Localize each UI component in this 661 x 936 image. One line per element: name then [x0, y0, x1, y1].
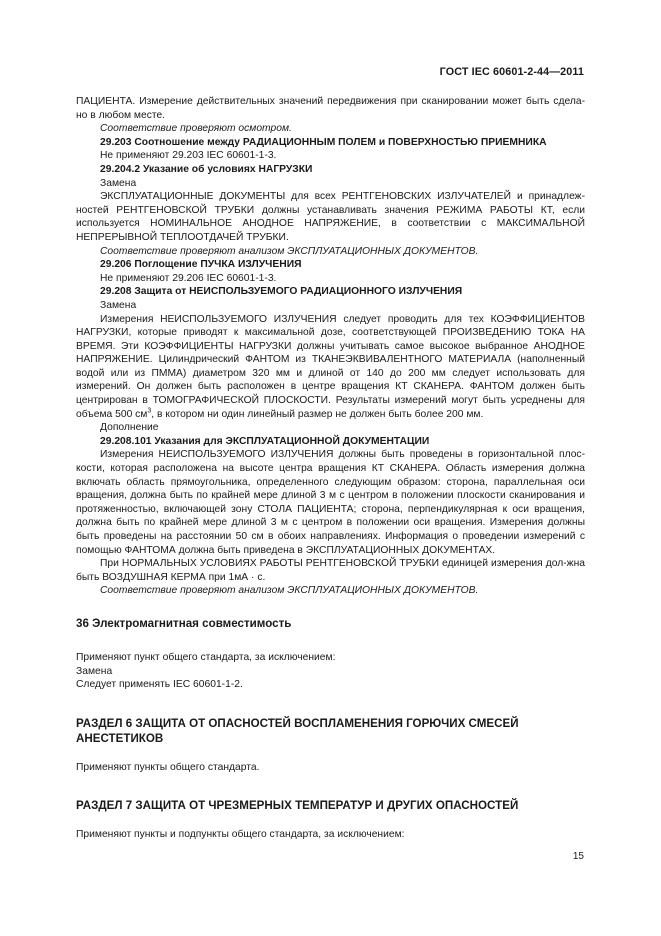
part-heading-6: РАЗДЕЛ 6 ЗАЩИТА ОТ ОПАСНОСТЕЙ ВОСПЛАМЕНЕНИЯ ГОРЮЧИХ СМЕСЕЙ АНЕСТЕТИКОВ: [76, 716, 519, 746]
paragraph: Следует применять IEC 60601-1-2.: [76, 679, 243, 691]
text-run: Измерения НЕИСПОЛЬЗУЕМОГО ИЗЛУЧЕНИЯ следует проводить для тех КОЭФФИЦИЕНТОВ НАГРУЗКИ, которые приводят к максимальной дозе, соответствующей ПРОИЗВЕДЕНИЮ ТОКА НА ВРЕМЯ. Эти КОЭФФИЦИЕНТЫ НАГРУЗКИ должны учитывать самое высокое выбранное АНОДНОЕ НАПРЯЖЕНИЕ. Цилиндрический ФАНТОМ из ТКАНЕЭКВИВАЛЕНТНОГО МАТЕРИАЛА (наполненный водой или из ПММА) диаметром 320 мм и длиной от 140 до 200 мм следует использовать для измерений. Он должен быть расположен в центре вращения КТ СКАНЕРА. ФАНТОМ должен быть центрирован в ТОМОГРАФИЧЕСКОЙ ПЛОСКОСТИ. Результаты измерений могут быть усреднены для объема 500 см: [76, 313, 585, 420]
clause-heading-29-208: 29.208 Защита от НЕИСПОЛЬЗУЕМОГО РАДИАЦИОННОГО ИЗЛУЧЕНИЯ: [100, 286, 463, 298]
part-heading-7: РАЗДЕЛ 7 ЗАЩИТА ОТ ЧРЕЗМЕРНЫХ ТЕМПЕРАТУР И ДРУГИХ ОПАСНОСТЕЙ: [76, 799, 519, 813]
standard-code-header: ГОСТ IEC 60601-2-44—2011: [439, 66, 584, 78]
clause-heading-29-204-2: 29.204.2 Указание об условиях НАГРУЗКИ: [100, 163, 313, 175]
spacer: [76, 814, 585, 828]
addition-label: Дополнение: [100, 422, 159, 434]
amendment-label: Замена: [100, 299, 137, 311]
spacer: [76, 747, 585, 761]
paragraph: Не применяют 29.206 IEC 60601-1-3.: [100, 272, 277, 284]
superscript: 3: [147, 407, 152, 415]
paragraph: При НОРМАЛЬНЫХ УСЛОВИЯХ РАБОТЫ РЕНТГЕНОВСКОЙ ТРУБКИ единицей измерения дол-жна быть ВОЗДУШНАЯ КЕРМА при 1мА · с.: [76, 558, 585, 583]
amendment-label: Замена: [100, 177, 137, 189]
amendment-label: Замена: [76, 665, 113, 677]
clause-heading-29-208-101: 29.208.101 Указания для ЭКСПЛУАТАЦИОННОЙ ДОКУМЕНТАЦИИ: [100, 435, 430, 447]
section-heading-36: 36 Электромагнитная совместимость: [76, 616, 292, 630]
page-number: 15: [572, 851, 584, 862]
paragraph: Применяют пункты и подпункты общего стандарта, за исключением:: [76, 828, 405, 840]
paragraph: ЭКСПЛУАТАЦИОННЫЕ ДОКУМЕНТЫ для всех РЕНТГЕНОВСКИХ ИЗЛУЧАТЕЛЕЙ и принадлеж-ностей РЕНТГЕНОВСКОЙ ТРУБКИ должны устанавливать значения РЕЖИМА РАБОТЫ КТ, если используется НОМИНАЛЬНОЕ АНОДНОЕ НАПРЯЖЕНИЕ, в соответствии с МАКСИМАЛЬНОЙ НЕПРЕРЫВНОЙ ТЕПЛООТДАЧЕЙ ТРУБКИ.: [76, 191, 585, 243]
paragraph: Измерения НЕИСПОЛЬЗУЕМОГО ИЗЛУЧЕНИЯ должны быть проведены в горизонтальной плос-кости, которая расположена на высоте центра вращения КТ СКАНЕРА. Область измерения должна включать область прямоугольника, определенного следующим образом: сторона, параллельная оси вращения, должна быть по крайней мере длиной 3 м с центром в положении плоскости сканирования и протяженностью, включающей зону СТОЛА ПАЦИЕНТА; сторона, перпендикулярная к оси вращения, должна быть по крайней мере длиной 3 м с центром в положении оси вращения. Измерения должны быть проведены на расстоянии 50 см в обоих направлениях. Информация о проведении измерений с помощью ФАНТОМА должна быть приведена в ЭКСПЛУАТАЦИОННЫХ ДОКУМЕНТАХ.: [76, 449, 585, 556]
clause-heading-29-203: 29.203 Соотношение между РАДИАЦИОННЫМ ПОЛЕМ и ПОВЕРХНОСТЬЮ ПРИЕМНИКА: [100, 136, 547, 148]
spacer: [76, 692, 585, 716]
paragraph: Не применяют 29.203 IEC 60601-1-3.: [100, 150, 277, 162]
paragraph: Применяют пункты общего стандарта.: [76, 761, 260, 773]
spacer: [76, 774, 585, 798]
compliance-note: Соответствие проверяют анализом ЭКСПЛУАТАЦИОННЫХ ДОКУМЕНТОВ.: [100, 245, 479, 257]
document-body: [76, 95, 585, 841]
text-run: , в котором ни один линейный размер не должен быть более 200 мм.: [151, 408, 484, 420]
clause-heading-29-206: 29.206 Поглощение ПУЧКА ИЗЛУЧЕНИЯ: [100, 259, 302, 271]
paragraph-continuation: ПАЦИЕНТА. Измерение действительных значений передвижения при сканировании может быть сдела-но в любом месте.: [76, 96, 585, 121]
compliance-note: Соответствие проверяют анализом ЭКСПЛУАТАЦИОННЫХ ДОКУМЕНТОВ.: [100, 585, 479, 597]
paragraph: Применяют пункт общего стандарта, за исключением:: [76, 651, 336, 663]
compliance-note: Соответствие проверяют осмотром.: [100, 123, 292, 135]
paragraph-measurements: [76, 313, 585, 422]
